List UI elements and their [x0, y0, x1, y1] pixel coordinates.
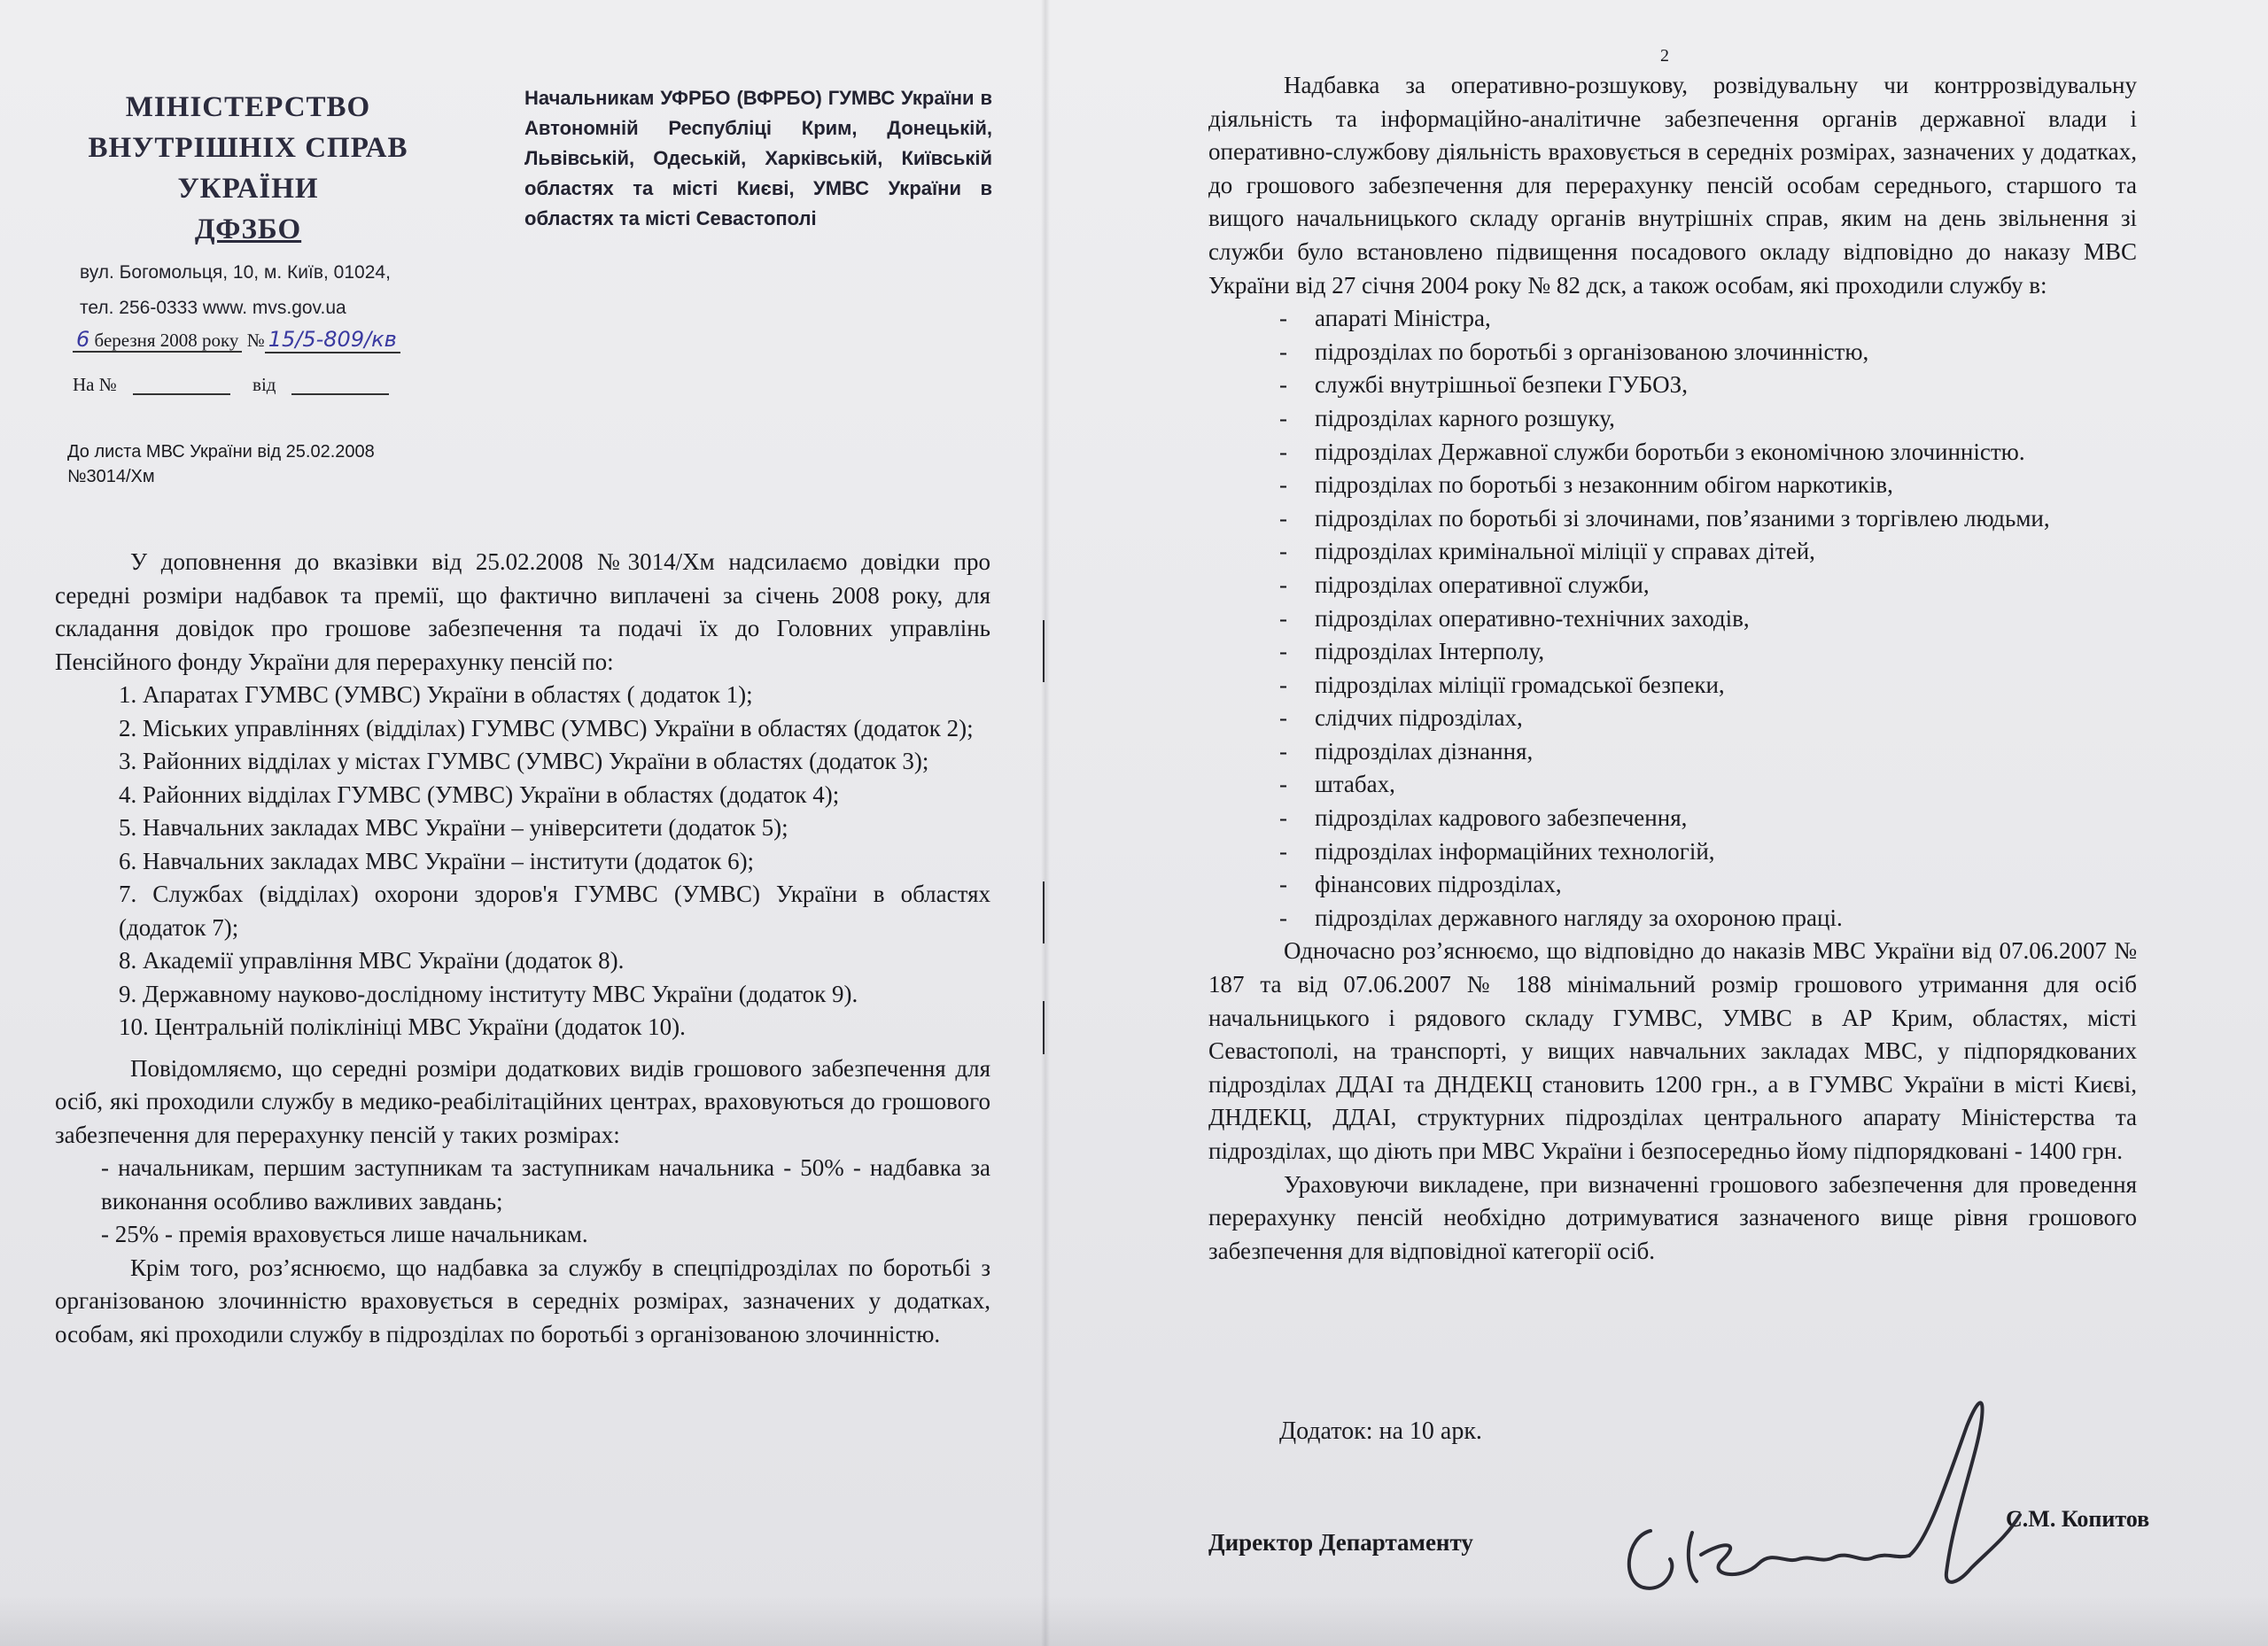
list-item: 6. Навчальних закладах МВС України – інститути (додаток 6); [119, 847, 755, 874]
signer-title: Директор Департаменту [1208, 1529, 1473, 1556]
intro-paragraph: Надбавка за оперативно-розшукову, розвідувальну чи контррозвідувальну діяльність та інформаційно-аналітичне забезпечення органів державної влади і оперативно-службову діяльність враховується в середніх розмірах, зазначених у додатках, до грошового забезпечення для перерахунку пенсій особам середнього, старшого та вищого начальницького складу органів внутрішніх справ, яким на день звільнення зі служби було встановлено підвищення посадового окладу відповідно до наказу МВС України від 27 січня 2004 року № 82 дск, а також особам, які проходили службу в: [1208, 72, 2137, 299]
list-item: - апараті Міністра, [1279, 302, 2137, 336]
date-field [73, 327, 242, 353]
sub-item: - начальникам, першим заступникам та заступникам начальника - 50% - надбавка за виконання особливо важливих завдань; [101, 1154, 990, 1215]
to-letter-line: №3014/Хм [67, 467, 155, 486]
list-item: - штабах, [1279, 768, 2137, 802]
list-item: - підрозділах кадрового забезпечення, [1279, 802, 2137, 835]
list-item: 2. Міських управліннях (відділах) ГУМВС (УМВС) України в областях (додаток 2); [119, 714, 974, 741]
to-letter-line: До листа МВС України від 25.02.2008 [67, 442, 375, 462]
conclusion-paragraph: Ураховуючи викладене, при визначенні грошового забезпечення для проведення перерахунку пенсій необхідно дотримуватися зазначеного вище рівня грошового забезпечення для відповідної категорії осіб. [1208, 1170, 2137, 1264]
list-item: - підрозділах інформаційних технологій, [1279, 835, 2137, 869]
page-gutter [1041, 0, 1050, 1646]
signer-name: С.М. Копитов [2006, 1506, 2150, 1532]
page-number: 2 [1660, 46, 1669, 66]
blank-date-field [291, 377, 389, 395]
date-handwritten: 6 [76, 327, 90, 352]
list-item: 4. Районних відділах ГУМВС (УМВС) України в областях (додаток 4); [119, 780, 840, 808]
blank-number-field [133, 377, 230, 395]
list-item: 1. Апаратах ГУМВС (УМВС) України в областях ( додаток 1); [119, 681, 753, 708]
list-item: - підрозділах по боротьбі з незаконним обігом наркотиків, [1279, 469, 2137, 502]
reference-line [73, 374, 407, 396]
simultaneous-paragraph: Одночасно роз’яснюємо, що відповідно до наказів МВС України від 07.06.2007 № 187 та від 07.06.2007 № 188 мінімальний розмір грошового утримання для осіб начальницького і рядового складу ГУМВС, УМВС в АР Крим, областях, місті Севастополі, на транспорті, у вищих навчальних закладах МВС, у підпорядкованих підрозділах ДДАІ та ДНДЕКЦ становить 1200 грн., а в ГУМВС України в місті Києві, ДНДЕКЦ, ДДАІ, структурних підрозділах центрального апарату Міністерства та підрозділах, що діють при МВС України і безпосередньо йому підпорядковані - 1400 грн. [1208, 937, 2137, 1164]
list-item: - підрозділах по боротьбі з організованою злочинністю, [1279, 336, 2137, 369]
list-item: - підрозділах міліції громадської безпеки, [1279, 669, 2137, 703]
recipient-block: Начальникам УФРБО (ВФРБО) ГУМВС України в Автономній Республіці Крим, Донецькій, Львівській, Одеській, Харківській, Київській областях та місті Києві, УМВС України в областях та місті Севастополі [524, 87, 992, 229]
left-page [0, 0, 1081, 1646]
list-item: - підрозділах по боротьбі зі злочинами, пов’язаними з торгівлею людьми, [1279, 502, 2137, 536]
signature-stroke [1909, 1402, 2020, 1581]
list-item: 10. Центральній поліклініці МВС України (додаток 10). [119, 1013, 686, 1040]
annex-note: Додаток: на 10 арк. [1279, 1417, 1482, 1445]
list-item: - фінансових підрозділах, [1279, 868, 2137, 902]
ministry-line: МІНІСТЕРСТВО [125, 91, 371, 123]
date-printed: березня 2008 року [94, 330, 239, 351]
right-body [1208, 69, 2137, 1268]
ministry-line: УКРАЇНИ [177, 173, 319, 205]
to-letter-reference [67, 439, 510, 489]
clarification-paragraph: Крім того, роз’яснюємо, що надбавка за службу в спецпідрозділах по боротьбі з організованою злочинністю враховується в середніх розмірах, зазначених у додатках, особам, які проходили службу в підрозділах по боротьбі з організованою злочинністю. [55, 1254, 990, 1347]
signature-stroke [1629, 1531, 1673, 1588]
on-label: На № [73, 374, 117, 395]
fold-mark [1043, 1001, 1045, 1054]
ministry-line: ВНУТРІШНІХ СПРАВ [88, 132, 408, 164]
list-item: - службі внутрішньої безпеки ГУБОЗ, [1279, 369, 2137, 402]
registration-line [73, 326, 533, 353]
fold-mark [1043, 620, 1045, 682]
notice-paragraph: Повідомляємо, що середні розміри додаткових видів грошового забезпечення для осіб, які проходили службу в медико-реабілітаційних центрах, враховуються до грошового забезпечення для перерахунку пенсій у таких розмірах: [55, 1054, 990, 1148]
ministry-header [80, 87, 416, 250]
list-item: - підрозділах Державної служби боротьби з економічною злочинністю. [1279, 436, 2137, 470]
fold-mark [1043, 881, 1045, 943]
reg-number-handwritten: 15/5-809/кв [265, 327, 400, 353]
handwritten-signature [1617, 1382, 2024, 1612]
service-list [1208, 302, 2137, 935]
list-item: - підрозділах оперативно-технічних заходів, [1279, 602, 2137, 636]
list-item: 7. Службах (відділах) охорони здоров'я ГУМВС (УМВС) України в областях (додаток 7); [119, 881, 990, 941]
ministry-contacts: тел. 256-0333 www. mvs.gov.ua [80, 298, 346, 318]
list-item: 5. Навчальних закладах МВС України – університети (додаток 5); [119, 814, 788, 841]
list-item: - слідчих підрозділах, [1279, 702, 2137, 735]
ministry-address-block [80, 255, 452, 326]
department-name: ДФЗБО [194, 214, 302, 245]
left-body [55, 546, 990, 1351]
signature-stroke [1689, 1533, 1909, 1581]
list-item: 8. Академії управління МВС України (додаток 8). [119, 947, 625, 974]
list-item: - підрозділах дізнання, [1279, 735, 2137, 769]
list-item: - підрозділах Інтерполу, [1279, 635, 2137, 669]
intro-paragraph: У доповнення до вказівки від 25.02.2008 №3014/Хм надсилаємо довідки про середні розміри надбавок та премії, що фактично виплачені за січень 2008 року, для складання довідок про грошове забезпечення та подачі їх до Головних управлінь Пенсійного фонду України для перерахунку пенсій по: [55, 548, 990, 675]
list-item: 9. Державному науково-дослідному інституту МВС України (додаток 9). [119, 980, 858, 1007]
ministry-address: вул. Богомольця, 10, м. Київ, 01024, [80, 262, 391, 283]
list-item: - підрозділах кримінальної міліції у справах дітей, [1279, 535, 2137, 569]
list-item: - підрозділах державного нагляду за охороною праці. [1279, 902, 2137, 936]
reg-prefix: № [246, 330, 265, 351]
list-item: 3. Районних відділах у містах ГУМВС (УМВС) України в областях (додаток 3); [119, 748, 929, 774]
list-item: - підрозділах оперативної служби, [1279, 569, 2137, 602]
sub-item: - 25% - премія враховується лише начальникам. [101, 1221, 588, 1247]
from-label: від [252, 374, 276, 395]
scan-edge-shadow [0, 1595, 2268, 1646]
list-item: - підрозділах карного розшуку, [1279, 402, 2137, 436]
